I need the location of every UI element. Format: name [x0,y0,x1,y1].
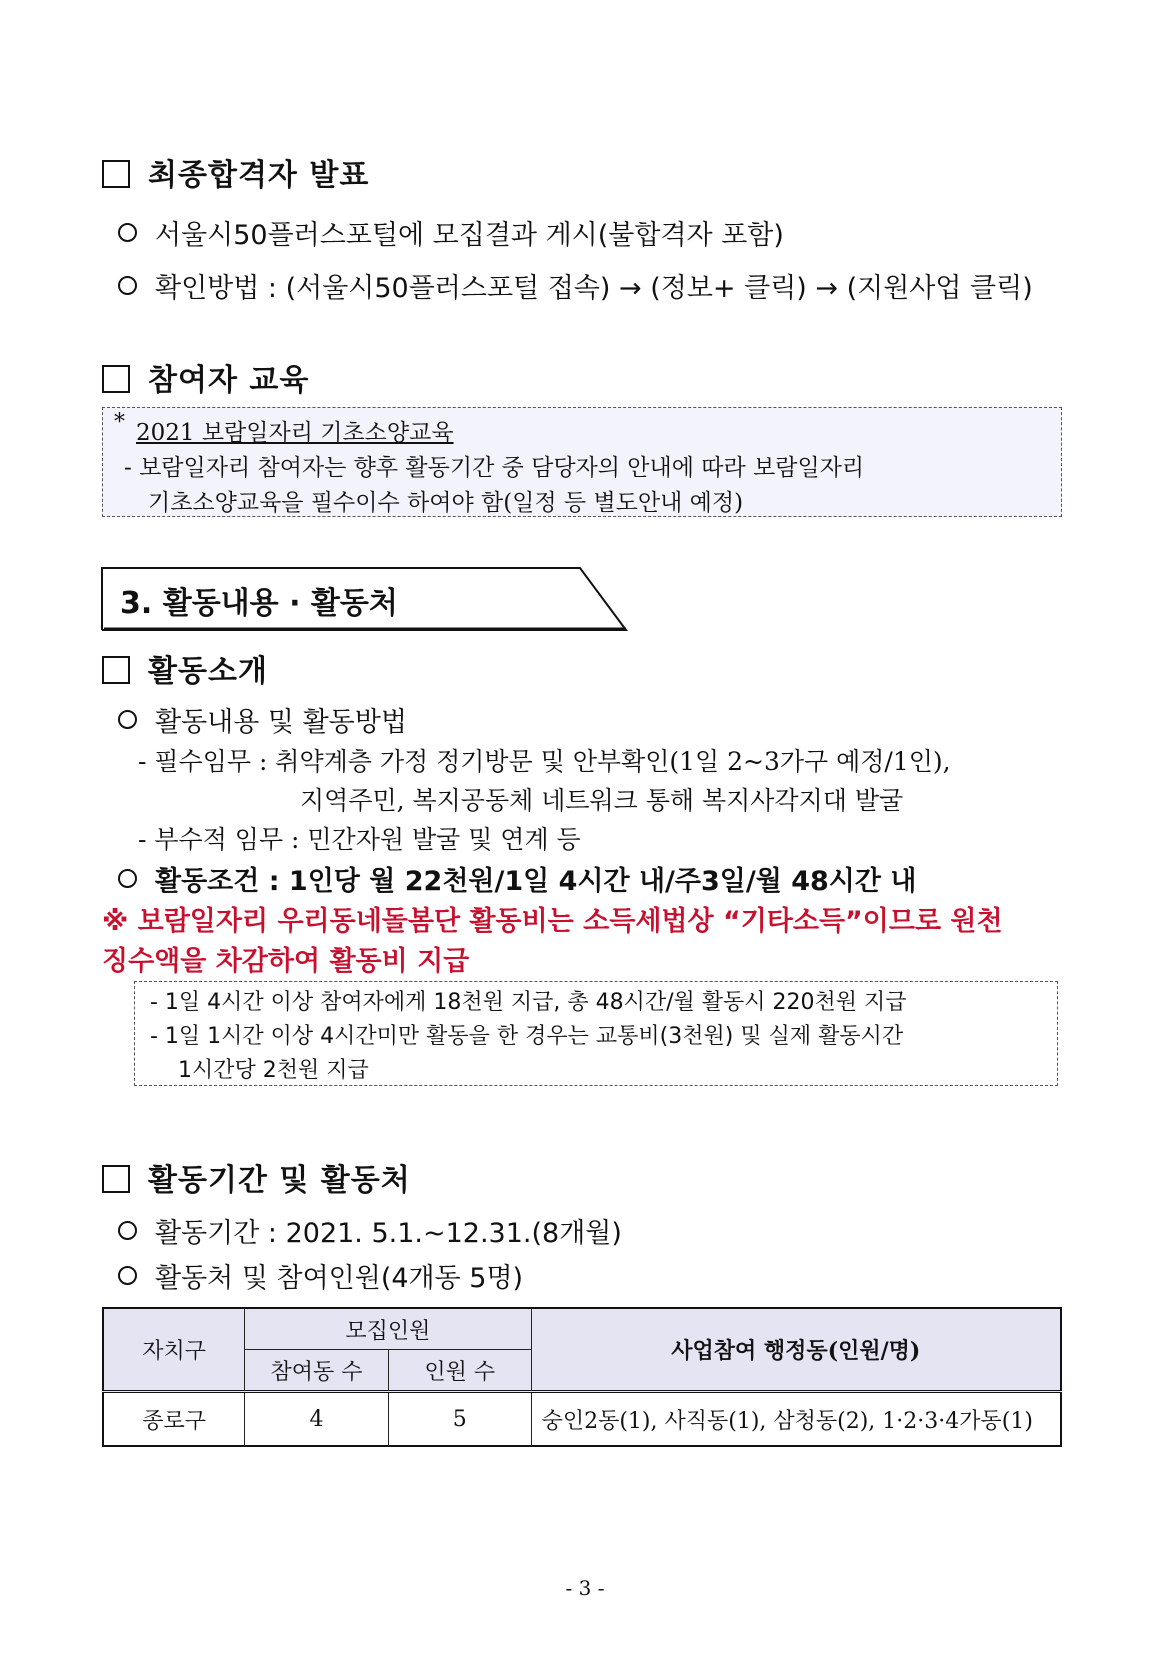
pay-line3: 1시간당 2천원 지급 [178,1058,369,1083]
header-dong-count: 참여동 수 [245,1350,389,1392]
cell-people-count: 5 [388,1392,531,1447]
header-dongs: 사업참여 행정동(인원/명) [531,1308,1061,1392]
edu-note-title: 2021 보람일자리 기초소양교육 [136,420,454,446]
places-text-value: 활동처 및 참여인원(4개동 5명) [155,1263,524,1294]
circle-bullet-icon [118,223,137,242]
circle-bullet-icon [118,710,137,729]
section-final-title: 최종합격자 발표 [148,158,370,193]
header-recruit: 모집인원 [245,1308,531,1350]
section-period-title: 활동기간 및 활동처 [148,1163,411,1198]
chapter-title: 3. 활동내용 · 활동처 [120,586,398,621]
header-people-count: 인원 수 [388,1350,531,1392]
pay-line2: - 1일 1시간 이상 4시간미만 활동을 한 경우는 교통비(3천원) 및 실제 활동시간 [150,1024,904,1049]
section-final-heading [102,150,369,194]
intro-conditions-text: 활동조건 : 1인당 월 22천원/1일 4시간 내/주3일/월 48시간 내 [155,866,917,897]
header-district: 자치구 [103,1308,245,1392]
section-intro-heading [102,646,268,690]
section-edu-heading [102,355,309,399]
intro-content-heading-text: 활동내용 및 활동방법 [155,707,407,738]
circle-bullet-icon [118,869,137,888]
places-text [118,1256,523,1295]
checkbox-square-icon [102,160,130,188]
table-row [103,1392,1061,1447]
section-period-heading [102,1155,411,1199]
period-text-value: 활동기간 : 2021. 5.1.~12.31.(8개월) [155,1218,622,1249]
warning-line1: ※ 보람일자리 우리동네돌봄단 활동비는 소득세법상 “기타소득”이므로 원천 [102,906,1003,937]
edu-note-star: * [114,410,125,435]
pay-line1: - 1일 4시간 이상 참여자에게 18천원 지급, 총 48시간/월 활동시 220천원 지급 [150,990,907,1015]
checkbox-square-icon [102,365,130,393]
cell-dongs: 숭인2동(1), 사직동(1), 삼청동(2), 1·2·3·4가동(1) [531,1392,1061,1447]
final-item-2-text: 확인방법 : (서울시50플러스포털 접속) → (정보+ 클릭) → (지원사업 클릭) [155,273,1033,304]
intro-duty1-line1: - 필수임무 : 취약계층 가정 정기방문 및 안부확인(1일 2~3가구 예정/1인), [138,747,951,776]
final-item-1 [118,213,784,252]
circle-bullet-icon [118,1266,137,1285]
checkbox-square-icon [102,1165,130,1193]
section-edu-title: 참여자 교육 [148,363,310,398]
intro-duty2: - 부수적 임무 : 민간자원 발굴 및 연계 등 [138,825,581,854]
intro-duty1-line2: 지역주민, 복지공동체 네트워크 통해 복지사각지대 발굴 [300,786,904,815]
section-intro-title: 활동소개 [148,654,268,689]
period-text [118,1211,622,1250]
intro-conditions [118,859,916,898]
page-number: - 3 - [565,1576,605,1600]
final-item-2 [118,266,1033,305]
final-item-1-text: 서울시50플러스포털에 모집결과 게시(불합격자 포함) [155,220,784,251]
recruitment-table [102,1307,1062,1447]
intro-content-heading [118,700,407,739]
warning-line2: 징수액을 차감하여 활동비 지급 [102,946,470,977]
circle-bullet-icon [118,276,137,295]
checkbox-square-icon [102,656,130,684]
cell-district: 종로구 [103,1392,245,1447]
edu-note-line2: 기초소양교육을 필수이수 하여야 함(일정 등 별도안내 예정) [148,490,744,516]
edu-note-line1: - 보람일자리 참여자는 향후 활동기간 중 담당자의 안내에 따라 보람일자리 [124,455,865,481]
circle-bullet-icon [118,1221,137,1240]
cell-dong-count: 4 [245,1392,389,1447]
